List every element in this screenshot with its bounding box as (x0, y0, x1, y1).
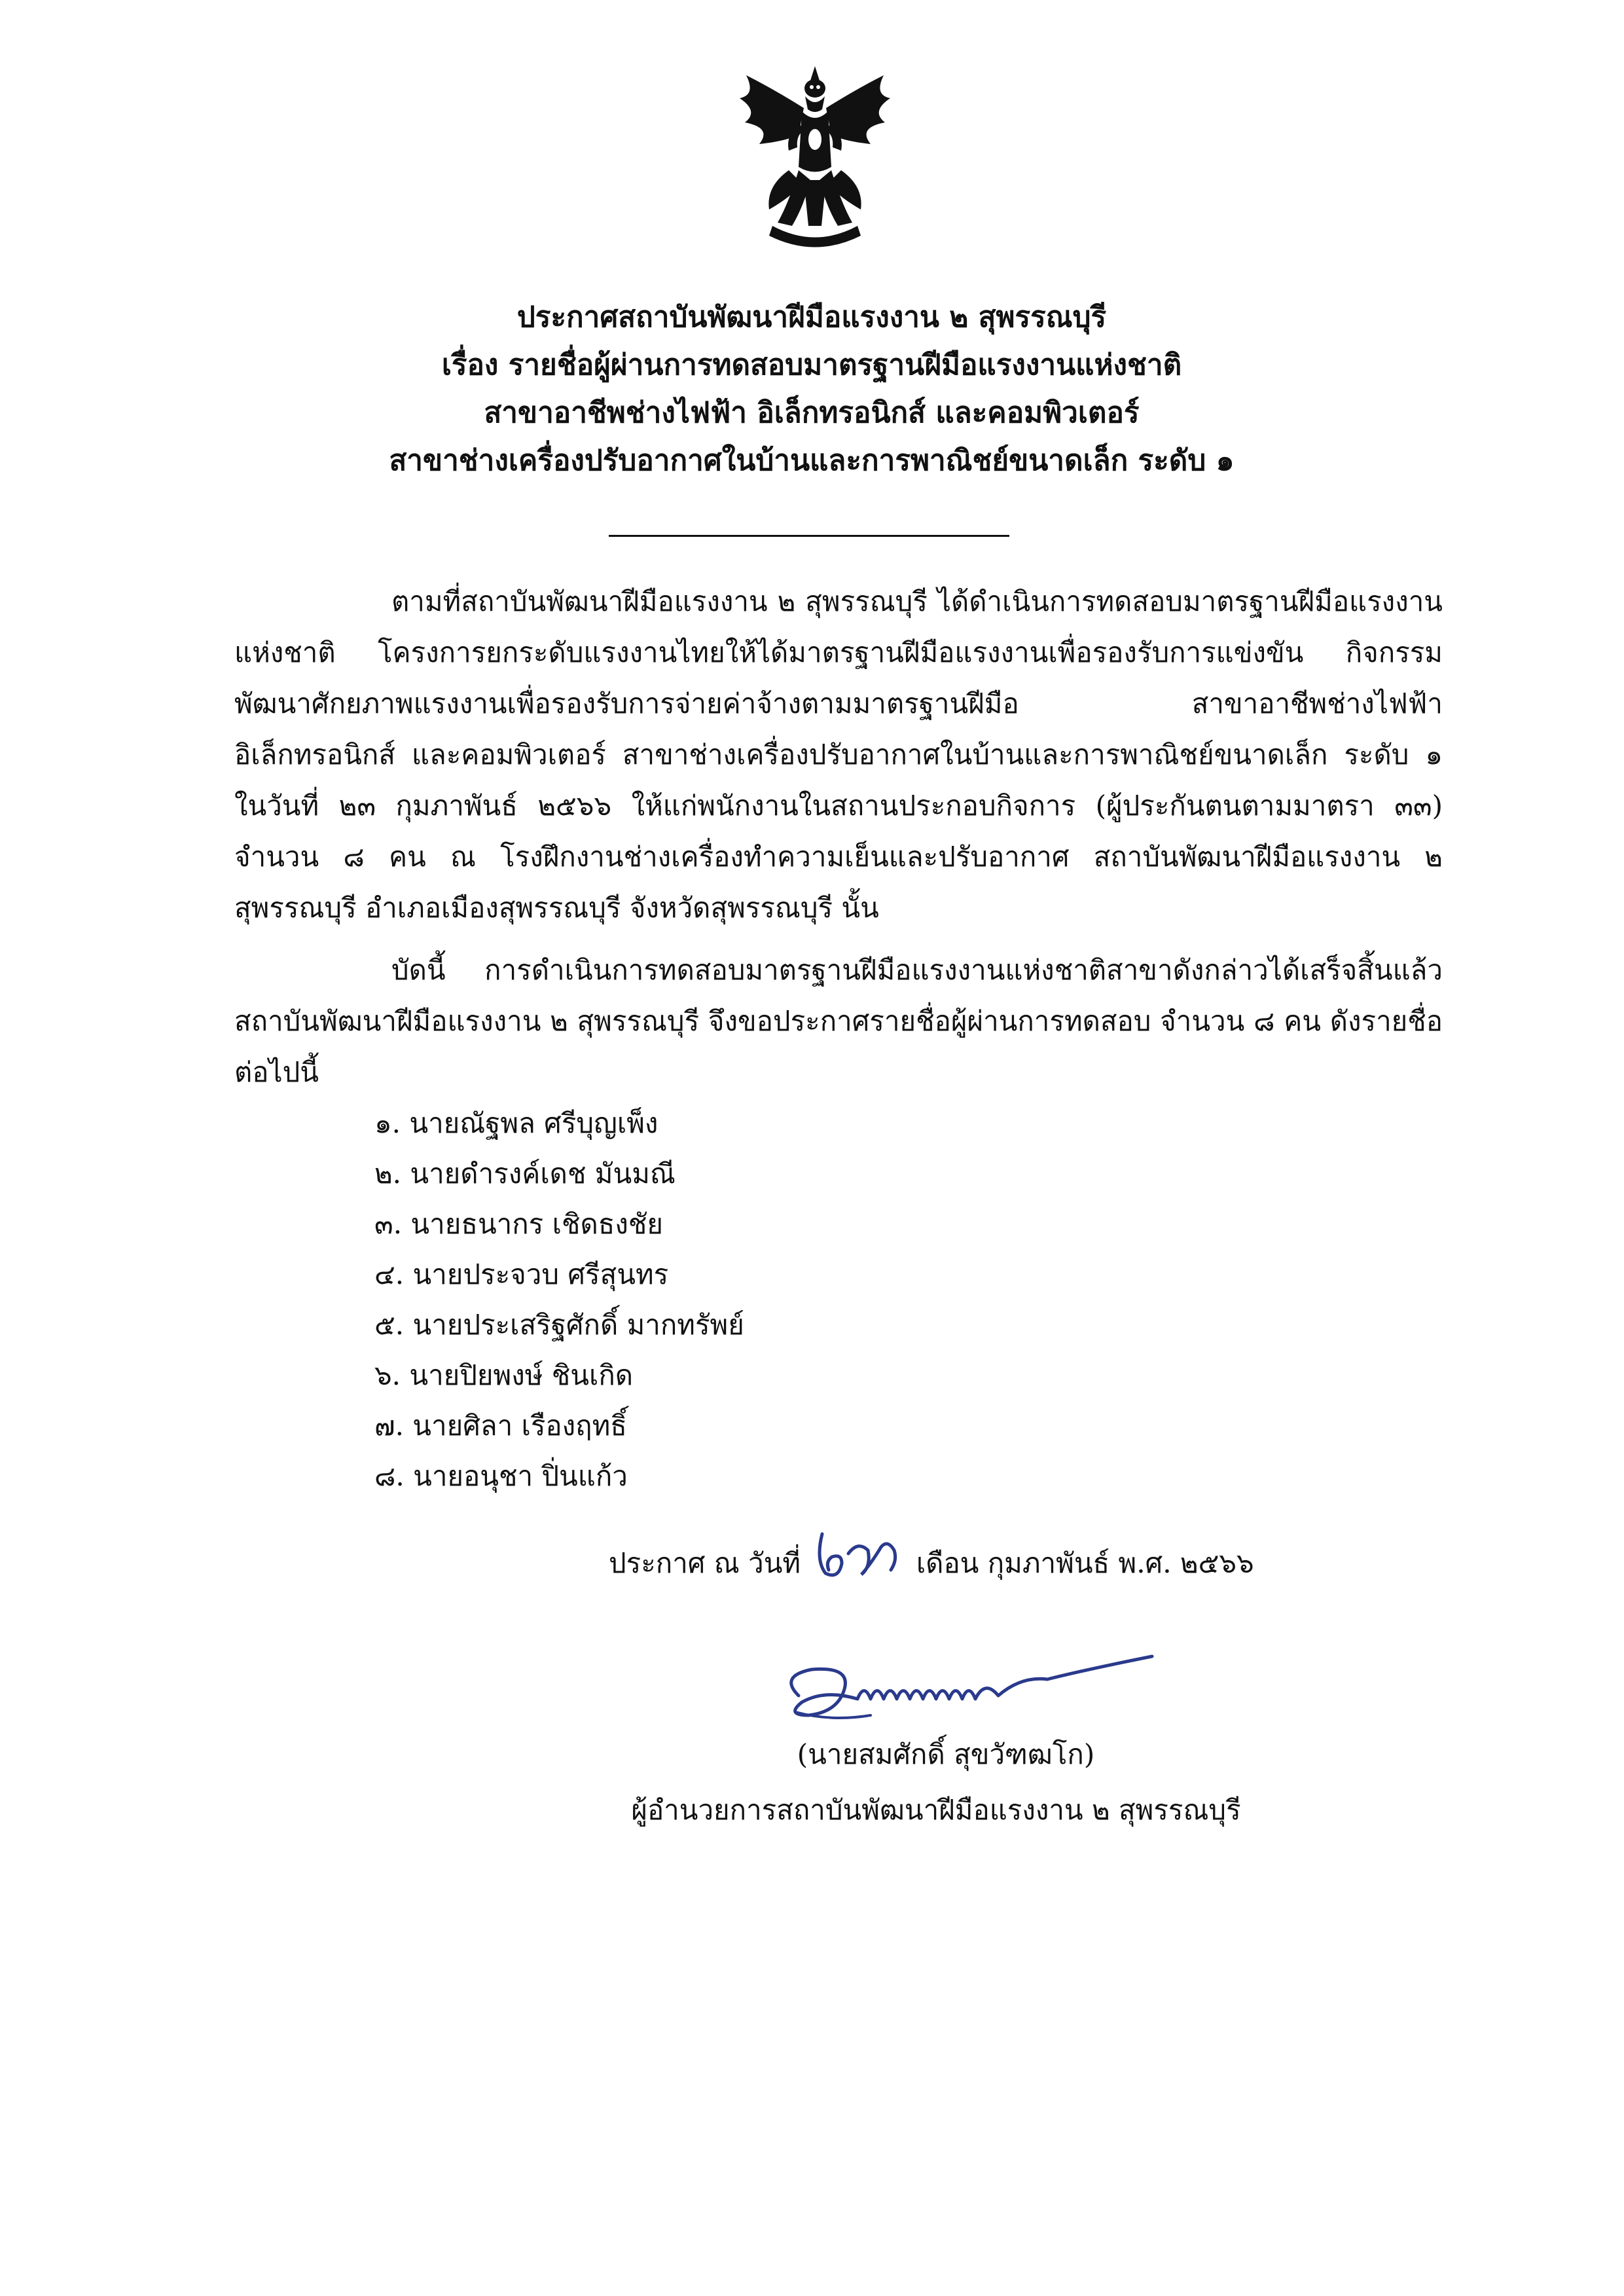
handwritten-day (809, 1546, 907, 1585)
signer-title: ผู้อำนวยการสถาบันพัฒนาฝีมือแรงงาน ๒ สุพรรณบุรี (631, 1794, 1241, 1826)
announcement-dateline (609, 1544, 1254, 1585)
signer-name: (นายสมศักดิ์ สุขวัฑฒโก) (797, 1738, 1095, 1770)
list-item: ๔. นายประจวบ ศรีสุนทร (374, 1258, 669, 1290)
dateline-suffix: เดือน กุมภาพันธ์ พ.ศ. ๒๕๖๖ (916, 1547, 1254, 1579)
list-item: ๓. นายธนากร เชิดธงชัย (374, 1208, 663, 1240)
announcement-title: ประกาศสถาบันพัฒนาฝีมือแรงงาน ๒ สุพรรณบุรี (516, 301, 1107, 334)
announcement-subject: เรื่อง รายชื่อผู้ผ่านการทดสอบมาตรฐานฝีมือแรงงานแห่งชาติ (441, 348, 1182, 382)
list-item: ๑. นายณัฐพล ศรีบุญเพ็ง (374, 1107, 659, 1139)
body-paragraph-1-text: ตามที่สถาบันพัฒนาฝีมือแรงงาน ๒ สุพรรณบุรี ได้ดำเนินการทดสอบมาตรฐานฝีมือแรงงานแห่งชาติ โครงการยกระดับแรงงานไทยให้ได้มาตรฐานฝีมือแรงงานเพื่อรองรับการแข่งขัน กิจกรรมพัฒนาศักยภาพแรงงานเพื่อรองรับการจ่ายค่าจ้างตามมาตรฐานฝีมือ สาขาอาชีพช่างไฟฟ้า อิเล็กทรอนิกส์ และคอมพิวเตอร์ สาขาช่างเครื่องปรับอากาศในบ้านและการพาณิชย์ขนาดเล็ก ระดับ ๑ ในวันที่ ๒๓ กุมภาพันธ์ ๒๕๖๖ ให้แก่พนักงานในสถานประกอบกิจการ (ผู้ประกันตนตามมาตรา ๓๓) จำนวน ๘ คน ณ โรงฝึกงานช่างเครื่องทำความเย็นและปรับอากาศ สถาบันพัฒนาฝีมือแรงงาน ๒ สุพรรณบุรี อำเภอเมืองสุพรรณบุรี จังหวัดสุพรรณบุรี นั้น (234, 585, 1443, 924)
passers-list (374, 1098, 744, 1501)
dateline-prefix: ประกาศ ณ วันที่ (609, 1547, 801, 1579)
list-item: ๖. นายปิยพงษ์ ชินเกิด (374, 1359, 634, 1391)
list-item: ๕. นายประเสริฐศักดิ์ มากทรัพย์ (374, 1309, 744, 1341)
announcement-subject-field: สาขาช่างเครื่องปรับอากาศในบ้านและการพาณิชย์ขนาดเล็ก ระดับ ๑ (389, 444, 1235, 477)
list-item: ๒. นายดำรงค์เดช มันมณี (374, 1157, 676, 1190)
body-paragraph-2-text: บัดนี้ การดำเนินการทดสอบมาตรฐานฝีมือแรงงานแห่งชาติสาขาดังกล่าวได้เสร็จสิ้นแล้ว สถาบันพัฒนาฝีมือแรงงาน ๒ สุพรรณบุรี จึงขอประกาศรายชื่อผู้ผ่านการทดสอบ จำนวน ๘ คน ดังรายชื่อต่อไปนี้ (234, 954, 1443, 1088)
signature-icon (772, 1650, 1165, 1748)
heading-divider (609, 535, 1009, 537)
list-item: ๘. นายอนุชา ปิ่นแก้ว (374, 1460, 628, 1492)
list-item: ๗. นายศิลา เรืองฤทธิ์ (374, 1410, 627, 1442)
body-paragraph-1 (234, 576, 1443, 934)
announcement-subject-branch: สาขาอาชีพช่างไฟฟ้า อิเล็กทรอนิกส์ และคอมพิวเตอร์ (484, 396, 1140, 429)
garuda-emblem-icon (727, 62, 903, 259)
body-paragraph-2 (234, 945, 1443, 1098)
